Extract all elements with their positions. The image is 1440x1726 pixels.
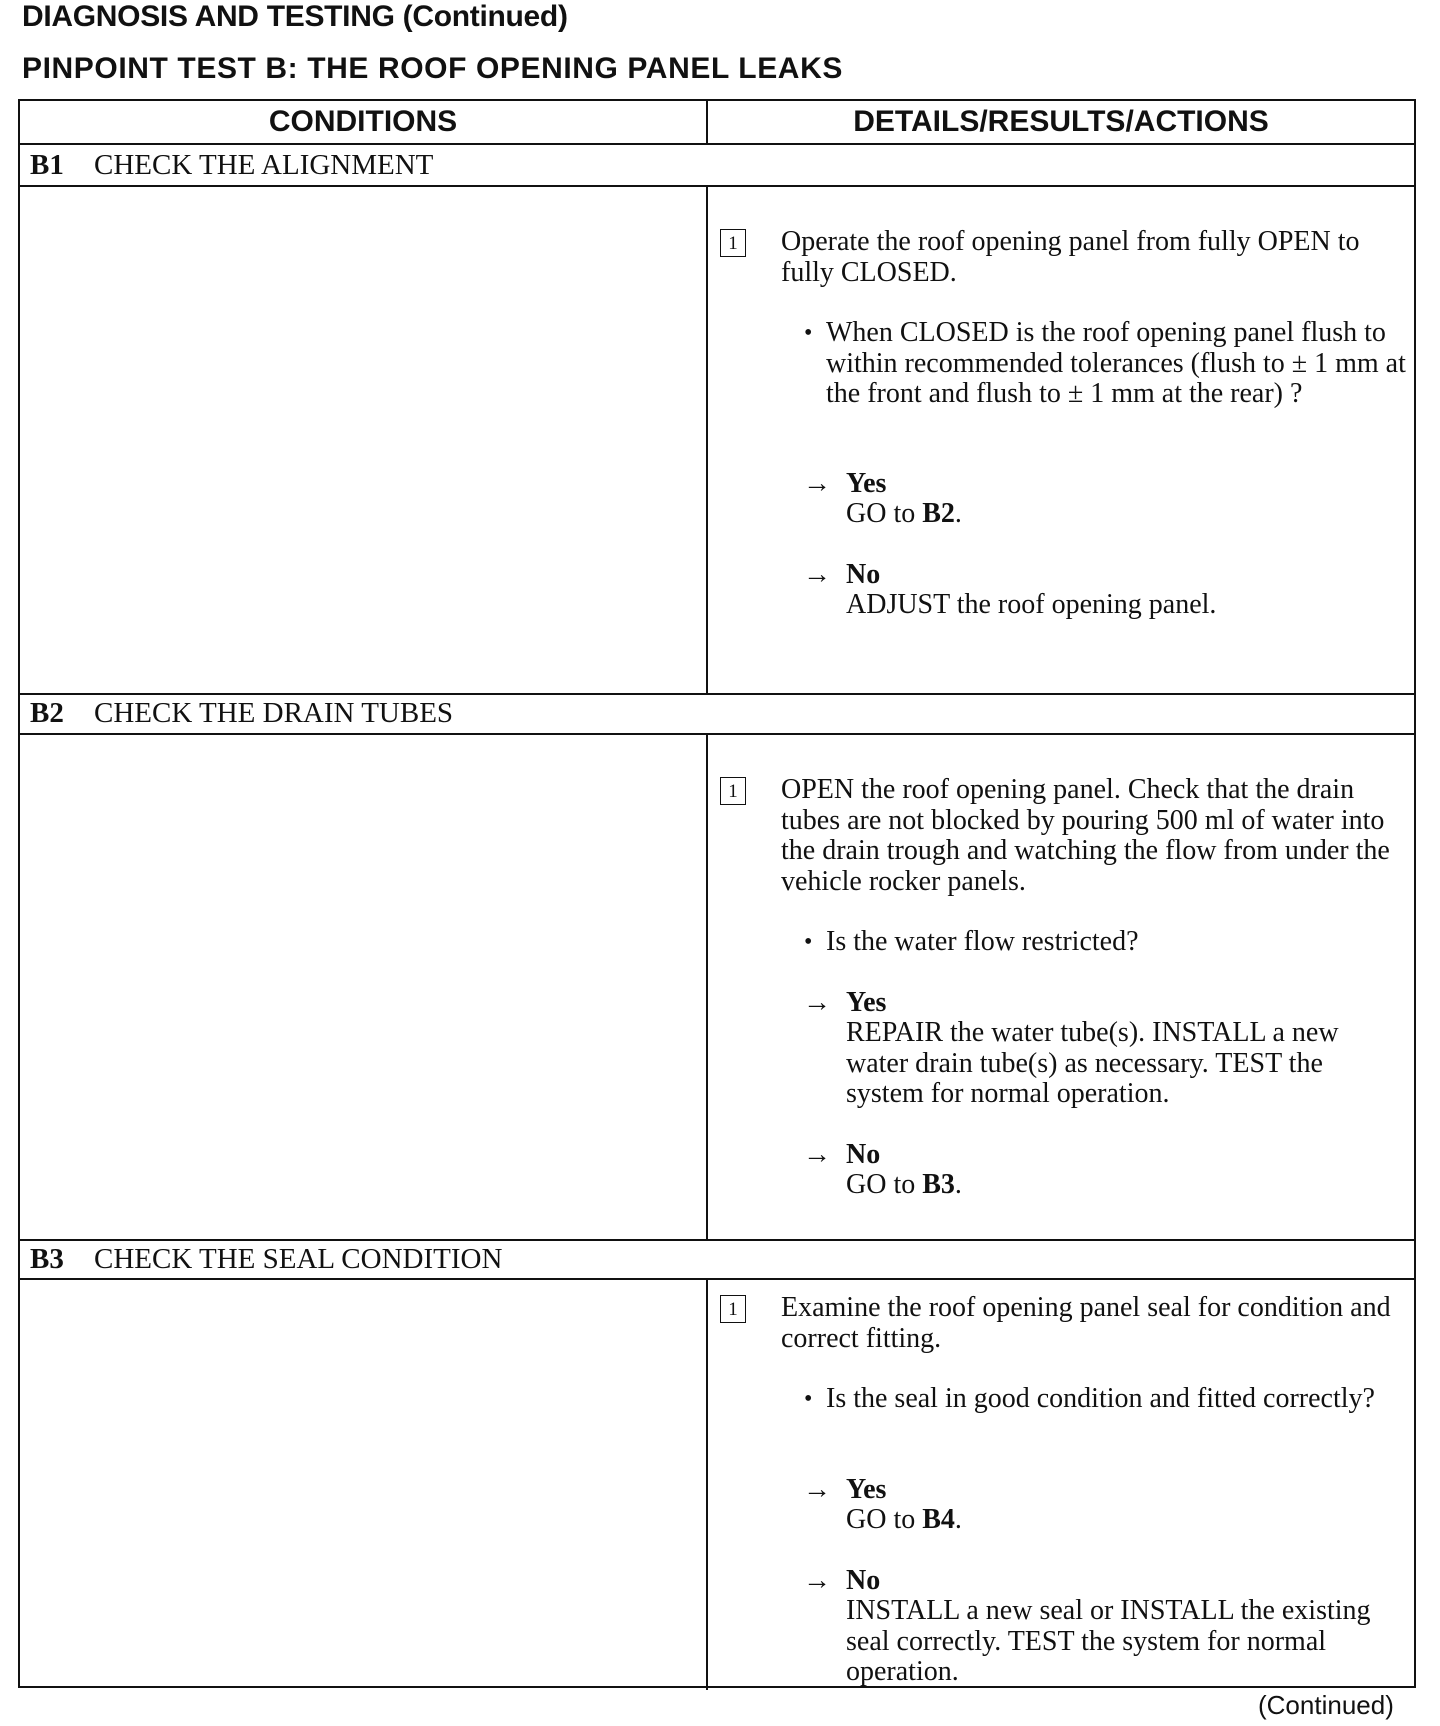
step-title: CHECK THE SEAL CONDITION [94,1243,503,1275]
instruction-text: OPEN the roof opening panel. Check that the drain tubes are not blocked by pouring 500 ml of water into the drain trough and watching the flow from under the vehicle rocker panels. [781,774,1390,897]
column-divider [706,1278,708,1690]
answer-no-action: GO to B3. [846,1169,962,1200]
arrow-right-icon: → [803,559,831,590]
arrow-right-icon: → [803,987,831,1018]
column-divider [706,733,708,1239]
column-divider [706,185,708,693]
test-title: PINPOINT TEST B: THE ROOF OPENING PANEL LEAKS [22,52,843,85]
answer-yes-action: REPAIR the water tube(s). INSTALL a new water drain tube(s) as necessary. TEST the system for normal operation. [846,1017,1339,1109]
answer-no-label: No [846,559,881,590]
arrow-right-icon: → [803,1139,831,1170]
step-header-b1 [30,145,433,185]
answer-yes-label: Yes [846,468,887,499]
answer-yes-label: Yes [846,1474,887,1505]
answer-yes-action: GO to B2. [846,498,962,529]
step-details-b3 [720,1293,1410,1688]
details-column-header: DETAILS/RESULTS/ACTIONS [853,105,1269,138]
answer-no-label: No [846,1565,881,1596]
row-divider [20,185,1414,187]
arrow-right-icon: → [803,468,831,499]
step-title: CHECK THE ALIGNMENT [94,149,434,181]
row-divider [20,733,1414,735]
answer-yes-action: GO to B4. [846,1504,962,1535]
arrow-right-icon: → [803,1565,831,1596]
bullet-icon: • [804,929,813,955]
answer-no-action: ADJUST the roof opening panel. [846,589,1217,620]
conditions-column-header: CONDITIONS [268,105,458,138]
step-title: CHECK THE DRAIN TUBES [94,697,454,729]
action-number-box: 1 [720,229,746,257]
question-text: When CLOSED is the roof opening panel flush to within recommended tolerances (flush to ± 1 mm at the front and flush to ± 1 mm at the rear) ? [826,317,1406,409]
answer-yes-label: Yes [846,987,887,1018]
bullet-icon: • [804,320,813,346]
step-details-b1 [720,227,1410,687]
step-header-b2 [30,693,453,733]
step-id: B3 [30,1243,64,1275]
instruction-text: Examine the roof opening panel seal for condition and correct fitting. [781,1292,1391,1354]
step-id: B1 [30,149,64,181]
bullet-icon: • [804,1386,813,1412]
arrow-right-icon: → [803,1474,831,1505]
column-divider [706,101,708,143]
instruction-text: Operate the roof opening panel from fully OPEN to fully CLOSED. [781,226,1360,288]
action-number-box: 1 [720,777,746,805]
pinpoint-test-table [18,99,1416,1688]
step-header-b3 [30,1239,502,1279]
section-heading: DIAGNOSIS AND TESTING (Continued) [22,0,568,33]
question-text: Is the water flow restricted? [826,926,1139,957]
answer-no-action: INSTALL a new seal or INSTALL the existing seal correctly. TEST the system for normal operation. [846,1595,1371,1687]
step-id: B2 [30,697,64,729]
continued-footer: (Continued) [1258,1690,1394,1720]
answer-no-label: No [846,1139,881,1170]
step-details-b2 [720,775,1410,1235]
action-number-box: 1 [720,1295,746,1323]
question-text: Is the seal in good condition and fitted correctly? [826,1383,1375,1414]
